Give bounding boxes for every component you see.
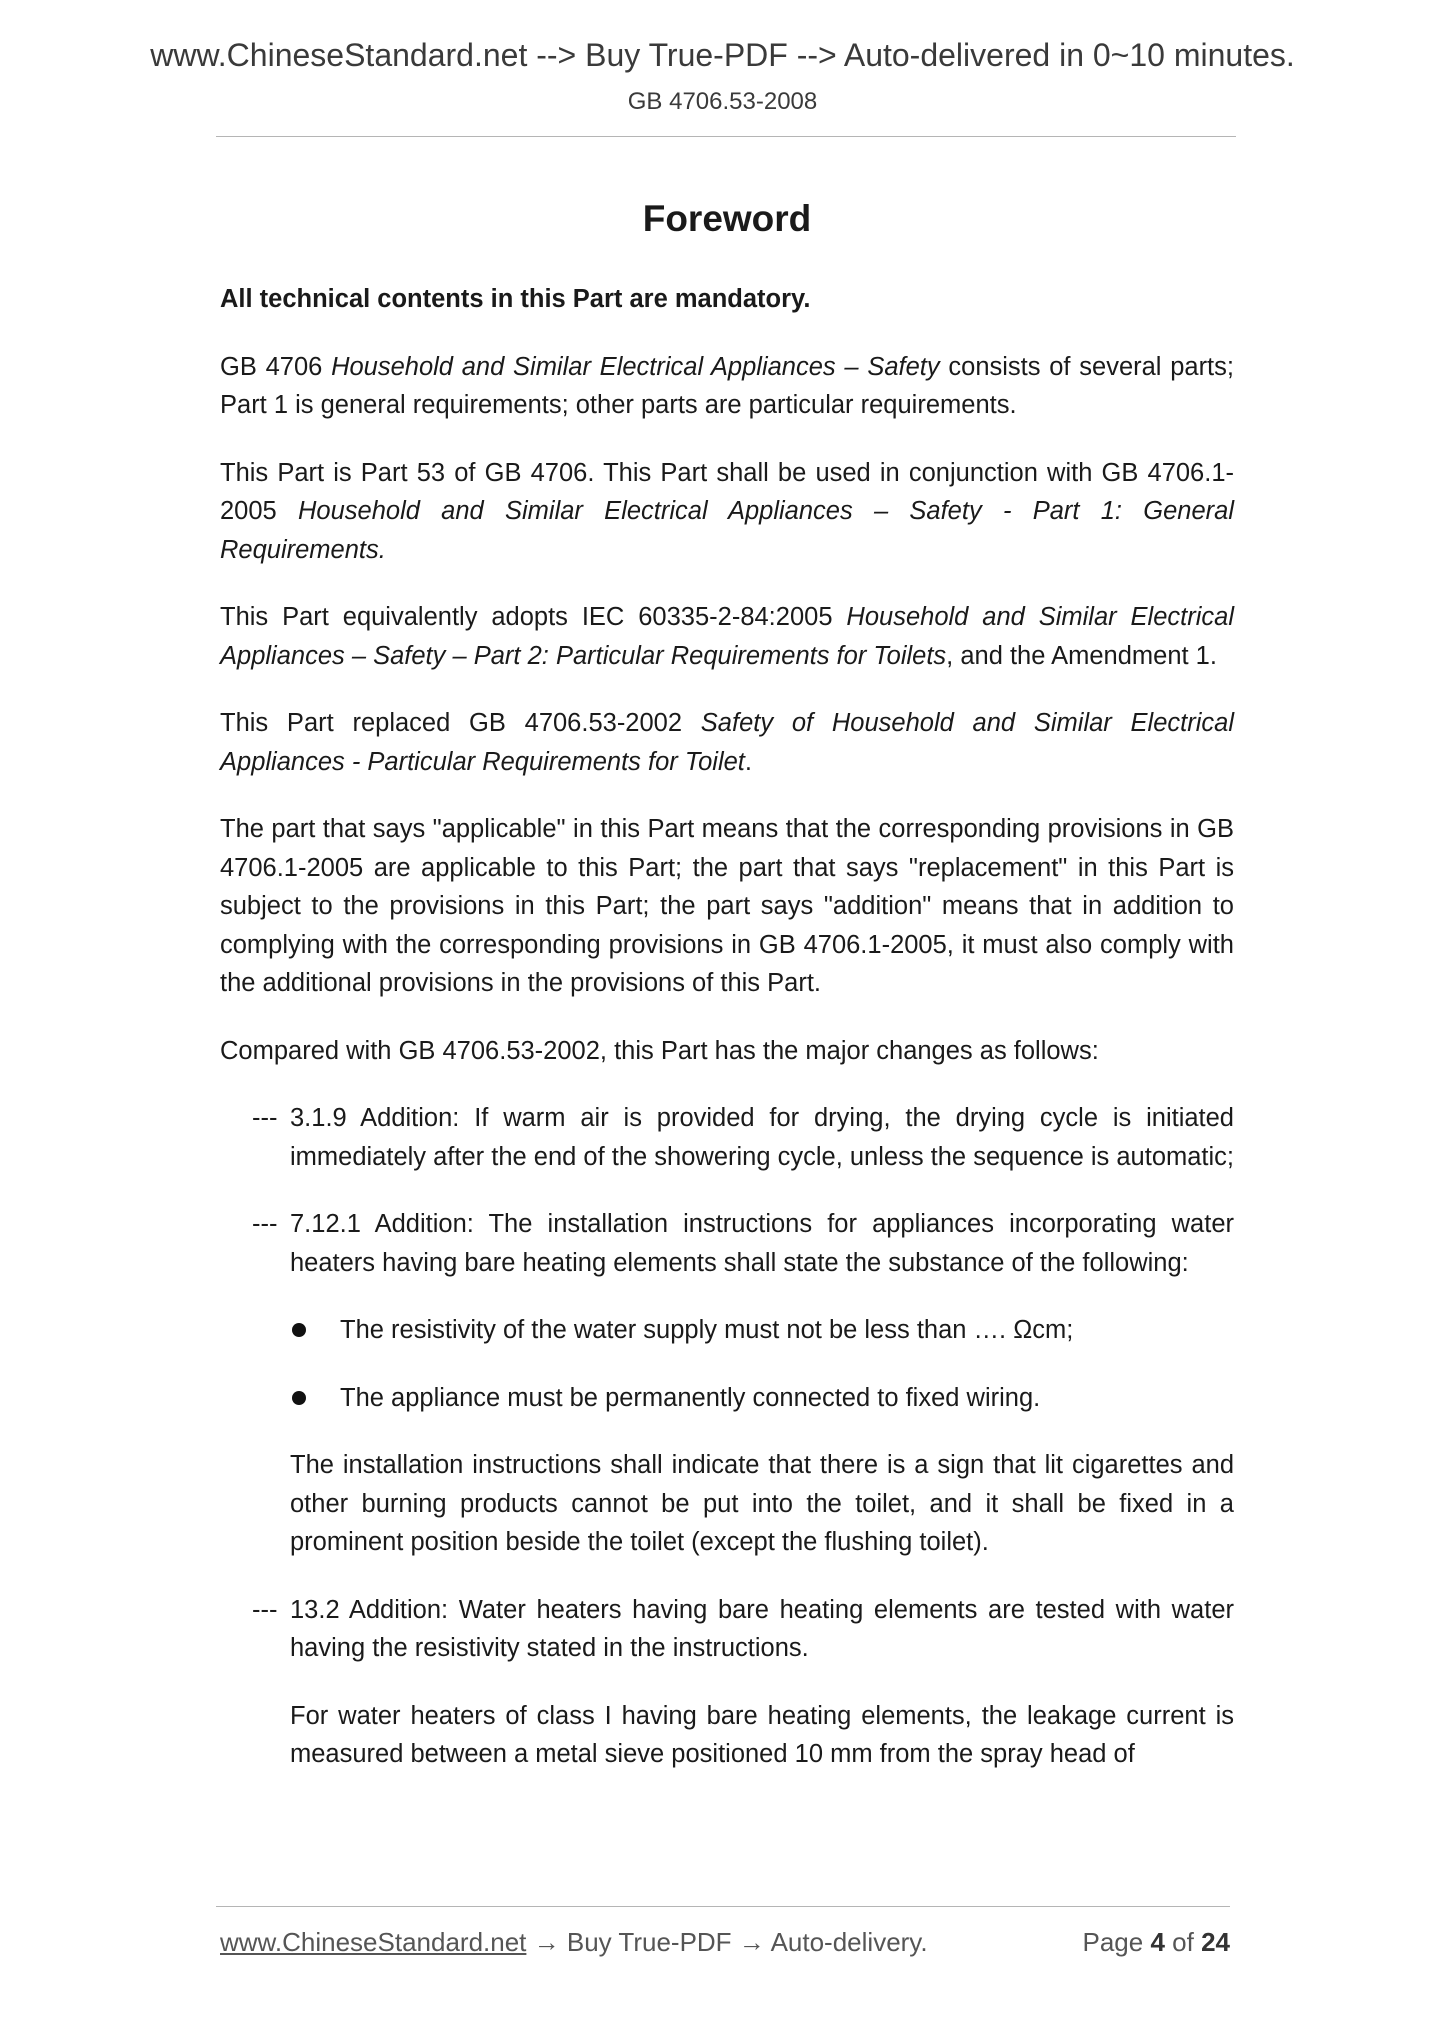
paragraph-terminology: The part that says "applicable" in this Part means that the corresponding provisions in GB 4706.1-2005 are applicable to this Part; the part that says "replacement" in this Part is subject to the provisions in this Part; the part says "addition" means that in addition to complying with the corresponding provisions in GB 4706.1-2005, it must also comply with the additional provisions in the provisions of this Part.: [220, 815, 1234, 997]
dash-marker: ---: [252, 1104, 278, 1132]
italic-title: Household and Similar Electrical Appliances – Safety: [331, 352, 940, 381]
bullet-text: The appliance must be permanently connected to fixed wiring.: [340, 1383, 1041, 1412]
change-item-13-2: [220, 1591, 1234, 1668]
change-item-text: 7.12.1 Addition: The installation instructions for appliances incorporating water heaters having bare heating elements shall state the substance of the following:: [290, 1210, 1234, 1277]
bullet-text: The resistivity of the water supply must not be less than …. Ωcm;: [340, 1316, 1074, 1344]
of-label: of: [1172, 1927, 1194, 1957]
paragraph-series-overview: [220, 348, 1234, 425]
dash-marker: ---: [252, 1595, 278, 1624]
footer-divider: [216, 1906, 1230, 1907]
text-run: This Part equivalently adopts IEC 60335-2-84:2005: [220, 603, 847, 631]
leakage-current-note: For water heaters of class I having bare heating elements, the leakage current is measured between a metal sieve positioned 10 mm from the spray head of: [290, 1701, 1234, 1768]
change-item-3-1-9: [220, 1099, 1234, 1176]
page-indicator: [1082, 1925, 1230, 1959]
header-banner: www.ChineseStandard.net --> Buy True-PDF --> Auto-delivered in 0~10 minutes.: [150, 37, 1295, 73]
page-total: 24: [1201, 1927, 1230, 1957]
footer-text: → Buy True-PDF → Auto-delivery.: [526, 1927, 928, 1957]
text-run: This Part replaced GB 4706.53-2002: [220, 709, 701, 737]
installation-note: The installation instructions shall indicate that there is a sign that lit cigarettes and other burning products cannot be put into the toilet, and it shall be fixed in a prominent position beside the toilet (except the flushing toilet).: [290, 1451, 1234, 1556]
italic-title: Safety of Household and Similar Electrical Appliances - Particular Requirements for Toilet: [220, 709, 1234, 776]
page-title: Foreword: [642, 198, 812, 239]
bullet-icon: [292, 1391, 306, 1405]
text-run: , and the Amendment 1.: [946, 641, 1217, 670]
website-link[interactable]: www.ChineseStandard.net: [220, 1927, 527, 1957]
page-number: 4: [1150, 1927, 1165, 1957]
paragraph-changes-intro: Compared with GB 4706.53-2002, this Part has the major changes as follows:: [220, 1036, 1099, 1065]
dash-marker: ---: [252, 1210, 278, 1238]
page-footer: [220, 1925, 1230, 1959]
header-divider: [216, 136, 1236, 137]
text-run: This Part is Part 53 of GB 4706. This Part shall be used in conjunction with GB 4706.1-2005: [220, 458, 1234, 525]
change-item-7-12-1: [220, 1205, 1234, 1282]
italic-title: Household and Similar Electrical Appliances – Safety – Part 2: Particular Requirements for Toilets: [220, 603, 1234, 670]
change-item-text: 13.2 Addition: Water heaters having bare heating elements are tested with water having the resistivity stated in the instructions.: [290, 1595, 1234, 1662]
paragraph-iec-adoption: [220, 598, 1234, 675]
text-run: consists of several parts; Part 1 is general requirements; other parts are particular requirements.: [220, 352, 1234, 419]
italic-title: Household and Similar Electrical Appliances – Safety - Part 1: General Requirements.: [220, 497, 1235, 564]
paragraph-replacement: [220, 704, 1234, 781]
bullet-item: [220, 1379, 1234, 1418]
change-item-text: 3.1.9 Addition: If warm air is provided for drying, the drying cycle is initiated immediately after the end of the showering cycle, unless the sequence is automatic;: [290, 1104, 1235, 1171]
mandatory-statement: All technical contents in this Part are mandatory.: [220, 285, 811, 313]
document-body: [220, 196, 1234, 1803]
bullet-item: [220, 1311, 1234, 1350]
bullet-icon: [292, 1323, 306, 1337]
text-run: .: [744, 747, 752, 776]
text-run: GB 4706: [220, 352, 332, 381]
page-label: Page: [1082, 1927, 1144, 1957]
paragraph-part-relation: [220, 454, 1234, 570]
document-id: GB 4706.53-2008: [627, 88, 818, 115]
